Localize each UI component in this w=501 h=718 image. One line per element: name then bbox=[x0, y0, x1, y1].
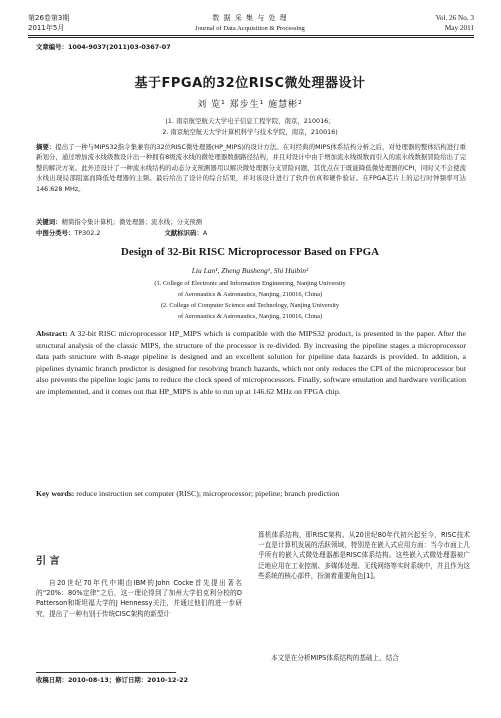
affiliation-en-4: of Aeronautics & Astronautics, Nanjing, 210016, China) bbox=[177, 313, 323, 320]
abstract-en-label: Abstract: bbox=[36, 329, 68, 338]
section-heading-intro: 引 言 bbox=[36, 556, 60, 567]
keywords-cn-text: 精简指令集计算机；微处理器；流水线；分支预测 bbox=[61, 218, 203, 226]
affiliation-cn-1: (1. 南京航空航天大学电子信息工程学院，南京，210016； bbox=[165, 117, 335, 125]
affiliation-en-1: (1. College of Electronic and Information Engineering, Nanjing University bbox=[154, 280, 346, 287]
clc-value: TP302.2 bbox=[74, 229, 101, 237]
doc-code-value: A bbox=[202, 229, 208, 237]
intro-left-paragraph: 自20世纪70年代中期由IBM的John Cocke首先提出著名的“20%：80%定律”之后，这一理论得到了加州大学伯克利分校的D Patterson和斯坦福大学的J Hennessy关注，并通过他们的进一步研究，提出了一种有别于传统CISC架构的新型计 bbox=[36, 579, 242, 618]
keywords-cn bbox=[36, 218, 466, 227]
journal-title-cn: 数 据 采 集 与 处 理 bbox=[212, 14, 288, 22]
keywords-en-label: Key words: bbox=[36, 489, 75, 498]
keywords-cn-label: 关键词： bbox=[36, 218, 62, 226]
intro-right-paragraph-2: 本文是在分析MIPS体系结构的基础上，结合 bbox=[271, 654, 399, 662]
volume-cn: 第26卷第3期 bbox=[28, 14, 70, 22]
abstract-cn-text: 提出了一种与MIPS32指令集兼容的32位RISC微处理器(HP_MIPS)的设计方法。在对经典的MIPS体系结构分析之后，对处理器的整体结构进行重新划分，通过增加流水线级数设计出一种拥有8级流水线的微处理器数据路径结构，并且对设计中由于增加流水线级数而引入的流水线数据冒险给出了完整的解决方案。此外还设计了一种流水线结构的动态分支预测器用以解决微处理器分支冒险问题，其优点在于既能降低微处理器的CPI，同时又不会使流水线出现局部阻塞而降低处理器的主频。最后给出了设计的综合结果，并对该设计进行了软件仿真和硬件验证。在FPGA芯片上的运行时钟频率可达146.628 MHz。 bbox=[36, 143, 467, 193]
affiliation-en-3: (2. College of Computer Science and Technology, Nanjing University bbox=[160, 302, 340, 309]
authors-en: Liu Lan¹, Zheng Busheng¹, Shi Huibin² bbox=[191, 266, 309, 275]
volume-en: Vol. 26 No. 3 bbox=[435, 14, 474, 22]
clc-label: 中图分类号： bbox=[36, 229, 75, 237]
classification-cn bbox=[36, 229, 466, 238]
doc-code-label: 文献标识码： bbox=[164, 229, 203, 237]
intro-right-paragraph-1: 算机体系结构，即RISC架构。从20世纪80年代初兴起至今，RISC技术一直是计算机发展的活跃领域，特别是在嵌入式应用方面：当今市面上几乎所有的嵌入式微处理器都是RISC体系结构。这些嵌入式微处理器被广泛地应用在工业控制、多媒体处理、无线网络等实时系统中，并且作为这些系统的核心部件，扮演着重要角色[1]。 bbox=[258, 531, 470, 580]
abstract-en bbox=[36, 328, 466, 398]
abstract-cn bbox=[36, 142, 466, 194]
journal-title-en: Journal of Data Acquisition & Processing bbox=[195, 25, 305, 32]
date-en: May 2011 bbox=[444, 24, 474, 32]
header-rule bbox=[28, 35, 474, 36]
received-date: 收稿日期：2010-08-13；修订日期：2010-12-22 bbox=[36, 676, 189, 684]
footnote-rule bbox=[36, 672, 176, 673]
affiliation-cn-2: 2. 南京航空航天大学计算机科学与技术学院，南京，210016) bbox=[162, 128, 338, 136]
date-cn: 2011年5月 bbox=[28, 24, 65, 32]
keywords-en-text: reduce instruction set computer (RISC); microprocessor; pipeline; branch prediction bbox=[76, 489, 340, 498]
header-rule-thin bbox=[28, 37, 474, 38]
title-cn: 基于FPGA的32位RISC微处理器设计 bbox=[134, 76, 366, 91]
affiliation-en-2: of Aeronautics & Astronautics, Nanjing, 210016, China) bbox=[177, 291, 323, 298]
authors-cn: 刘 览¹ 郑步生¹ 施慧彬² bbox=[197, 100, 303, 110]
abstract-en-text: A 32-bit RISC microprocessor HP_MIPS which is compatible with the MIPS32 product, is presented in the paper. After the structural analysis of the classic MIPS, the structure of the processor is re-divided. By increasing the pipeline stages a microprocessor data path structure with 8-stage pipeline is designed and an excellent solution for pipeline data hazards is provided. In addition, a pipelines dynamic branch predictor is designed for resolving branch hazards, which not only reduces the CPI of the microprocessor but also prevents the pipeline logic jams to reduce the clock speed of microprocessors. Finally, software emulation and hardware verification are implemented, and it comes out that HP_MIPS is able to run up at 146.62 MHz on FPGA chip. bbox=[36, 329, 466, 396]
article-number: 文章编号：1004-9037(2011)03-0367-07 bbox=[36, 43, 171, 51]
keywords-en bbox=[36, 488, 466, 500]
abstract-cn-label: 摘要： bbox=[36, 143, 56, 151]
title-en: Design of 32-Bit RISC Microprocessor Based on FPGA bbox=[120, 246, 380, 258]
